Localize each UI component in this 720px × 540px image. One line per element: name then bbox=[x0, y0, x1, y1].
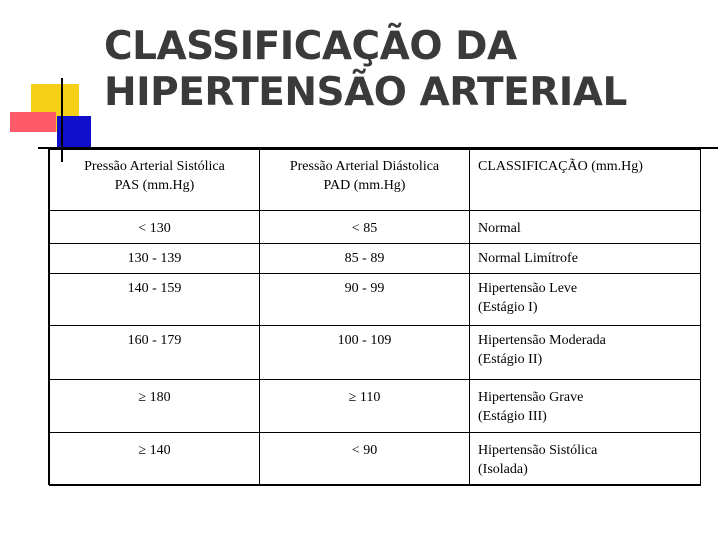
cell-pas: < 130 bbox=[50, 211, 260, 244]
cell-pad: < 85 bbox=[260, 211, 470, 244]
cell-classification bbox=[470, 244, 701, 274]
classification-label: Hipertensão Leve bbox=[478, 281, 578, 296]
classification-label: Hipertensão Moderada bbox=[478, 333, 606, 348]
table-header-row bbox=[50, 150, 701, 211]
classification-table bbox=[48, 148, 701, 485]
header-systolic-line2: PAS (mm.Hg) bbox=[114, 178, 195, 193]
cell-pas: 160 - 179 bbox=[50, 326, 260, 380]
cell-pas: ≥ 180 bbox=[50, 380, 260, 433]
table-row bbox=[50, 274, 701, 326]
cell-pad: 100 - 109 bbox=[260, 326, 470, 380]
table-row bbox=[50, 433, 701, 486]
cell-pas: ≥ 140 bbox=[50, 433, 260, 486]
classification-stage: (Isolada) bbox=[478, 462, 528, 477]
title-line-1: CLASSIFICAÇÃO DA bbox=[104, 24, 517, 69]
header-systolic-line1: Pressão Arterial Sistólica bbox=[84, 159, 225, 174]
header-diastolic-line1: Pressão Arterial Diástolica bbox=[289, 159, 440, 174]
classification-label: Normal Limítrofe bbox=[478, 251, 578, 266]
cell-pad: 85 - 89 bbox=[260, 244, 470, 274]
title-line-2: HIPERTENSÃO ARTERIAL bbox=[104, 70, 627, 115]
table-row bbox=[50, 211, 701, 244]
cell-pad: ≥ 110 bbox=[260, 380, 470, 433]
header-diastolic-line2: PAD (mm.Hg) bbox=[323, 178, 406, 193]
cell-pas: 130 - 139 bbox=[50, 244, 260, 274]
classification-stage: (Estágio II) bbox=[478, 352, 543, 367]
classification-stage: (Estágio I) bbox=[478, 300, 538, 315]
cell-classification bbox=[470, 433, 701, 486]
cell-classification bbox=[470, 211, 701, 244]
cell-classification bbox=[470, 380, 701, 433]
cell-classification bbox=[470, 326, 701, 380]
header-classification-label: CLASSIFICAÇÃO (mm.Hg) bbox=[478, 159, 643, 174]
cell-pad: < 90 bbox=[260, 433, 470, 486]
slide-title bbox=[104, 24, 627, 116]
header-systolic bbox=[50, 150, 260, 211]
table-row bbox=[50, 326, 701, 380]
header-diastolic bbox=[260, 150, 470, 211]
cell-pas: 140 - 159 bbox=[50, 274, 260, 326]
header-classification bbox=[470, 150, 701, 211]
table-row bbox=[50, 380, 701, 433]
classification-label: Hipertensão Sistólica bbox=[478, 443, 598, 458]
classification-label: Hipertensão Grave bbox=[478, 390, 584, 405]
cell-classification bbox=[470, 274, 701, 326]
table-row bbox=[50, 244, 701, 274]
classification-stage: (Estágio III) bbox=[478, 409, 547, 424]
cell-pad: 90 - 99 bbox=[260, 274, 470, 326]
classification-label: Normal bbox=[478, 221, 521, 236]
decorative-red-bar bbox=[10, 112, 56, 132]
